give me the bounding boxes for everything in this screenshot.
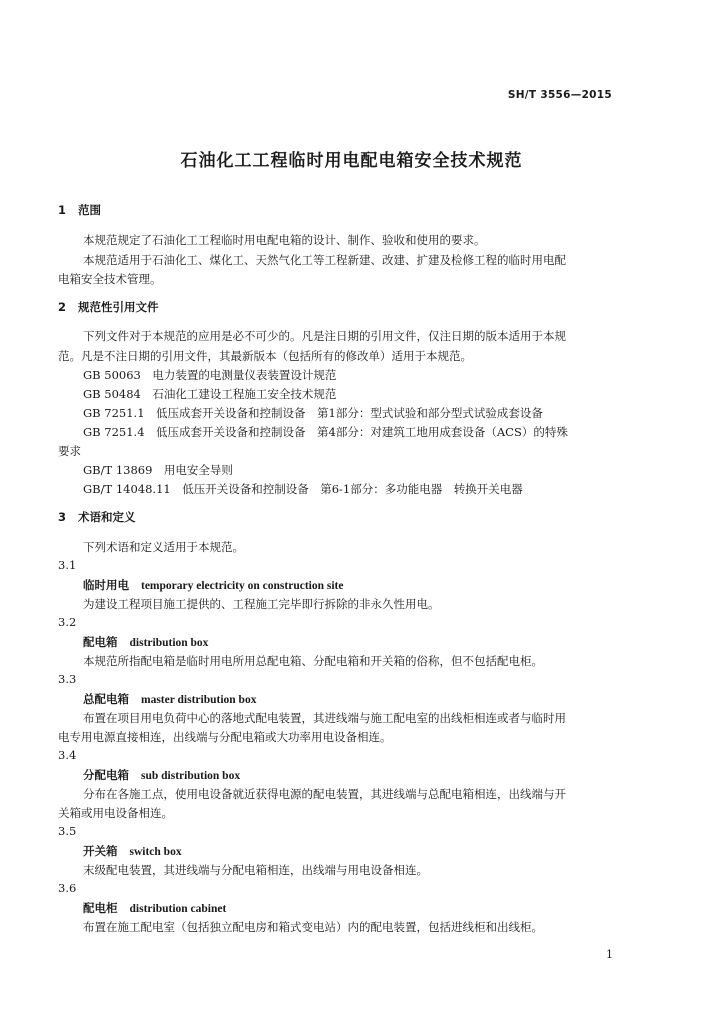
reference-item: GB 7251.4 低压成套开关设备和控制设备 第4部分：对建筑工地用成套设备（ACS）的特殊 [83, 425, 568, 439]
term-heading [83, 634, 208, 650]
document-title: 石油化工工程临时用电配电箱安全技术规范 [180, 151, 523, 171]
term-zh: 总配电箱 [83, 692, 129, 706]
reference-item: GB 50063 电力装置的电测量仪表装置设计规范 [83, 368, 337, 382]
section-1-heading [58, 202, 101, 218]
section-number: 3 [58, 510, 67, 524]
term-heading [83, 767, 240, 783]
reference-item: GB 50484 石油化工建设工程施工安全技术规范 [83, 387, 337, 401]
paragraph: 下列文件对于本规范的应用是必不可少的。凡是注日期的引用文件，仅注日期的版本适用于本规 [83, 329, 566, 343]
section-title: 术语和定义 [78, 510, 136, 524]
clause-number: 3.2 [58, 615, 77, 629]
paragraph-continuation: 电箱安全技术管理。 [58, 272, 162, 286]
reference-item: GB/T 14048.11 低压开关设备和控制设备 第6-1部分：多功能电器 转换开关电器 [83, 482, 523, 496]
reference-item: GB 7251.1 低压成套开关设备和控制设备 第1部分：型式试验和部分型式试验成套设备 [83, 406, 543, 420]
term-en: master distribution box [141, 694, 257, 706]
standard-code: SH/T 3556—2015 [507, 89, 612, 101]
term-definition: 布置在施工配电室（包括独立配电房和箱式变电站）内的配电装置，包括进线柜和出线柜。 [83, 920, 543, 934]
term-heading [83, 843, 182, 859]
term-en: temporary electricity on construction site [141, 580, 344, 592]
term-definition-continuation: 电专用电源直接相连，出线端与分配电箱或大功率用电设备相连。 [58, 730, 392, 744]
term-zh: 分配电箱 [83, 768, 129, 782]
term-en: distribution cabinet [129, 903, 227, 915]
term-en: distribution box [129, 637, 209, 649]
term-en: switch box [129, 846, 182, 858]
term-zh: 配电箱 [83, 635, 118, 649]
term-zh: 配电柜 [83, 901, 118, 915]
paragraph: 本规范规定了石油化工工程临时用电配电箱的设计、制作、验收和使用的要求。 [83, 233, 486, 247]
term-heading [83, 900, 226, 916]
term-definition: 布置在项目用电负荷中心的落地式配电装置，其进线端与施工配电室的出线柜相连或者与临时用 [83, 711, 566, 725]
paragraph-continuation: 范。凡是不注日期的引用文件，其最新版本（包括所有的修改单）适用于本规范。 [58, 349, 472, 363]
section-number: 1 [58, 203, 67, 217]
reference-item-continuation: 要求 [58, 444, 81, 458]
section-title: 规范性引用文件 [78, 300, 159, 314]
section-2-heading [58, 299, 159, 315]
clause-number: 3.5 [58, 824, 77, 838]
paragraph: 下列术语和定义适用于本规范。 [83, 540, 244, 554]
clause-number: 3.1 [58, 558, 77, 572]
term-definition: 分布在各施工点，使用电设备就近获得电源的配电装置，其进线端与总配电箱相连，出线端与开 [83, 787, 566, 801]
term-definition: 本规范所指配电箱是临时用电所用总配电箱、分配电箱和开关箱的俗称，但不包括配电柜。 [83, 654, 543, 668]
section-title: 范围 [78, 203, 101, 217]
section-number: 2 [58, 300, 67, 314]
clause-number: 3.4 [58, 748, 77, 762]
term-heading [83, 691, 256, 707]
paragraph: 本规范适用于石油化工、煤化工、天然气化工等工程新建、改建、扩建及检修工程的临时用电配 [83, 253, 566, 267]
reference-item: GB/T 13869 用电安全导则 [83, 463, 233, 477]
page-number: 1 [606, 948, 613, 961]
term-en: sub distribution box [141, 770, 241, 782]
term-zh: 临时用电 [83, 578, 129, 592]
term-definition-continuation: 关箱或用电设备相连。 [58, 806, 173, 820]
clause-number: 3.6 [58, 881, 77, 895]
term-heading [83, 577, 343, 593]
term-zh: 开关箱 [83, 844, 118, 858]
section-3-heading [58, 509, 136, 525]
term-definition: 为建设工程项目施工提供的、工程施工完毕即行拆除的非永久性用电。 [83, 597, 440, 611]
clause-number: 3.3 [58, 672, 77, 686]
term-definition: 末级配电装置，其进线端与分配电箱相连，出线端与用电设备相连。 [83, 863, 428, 877]
